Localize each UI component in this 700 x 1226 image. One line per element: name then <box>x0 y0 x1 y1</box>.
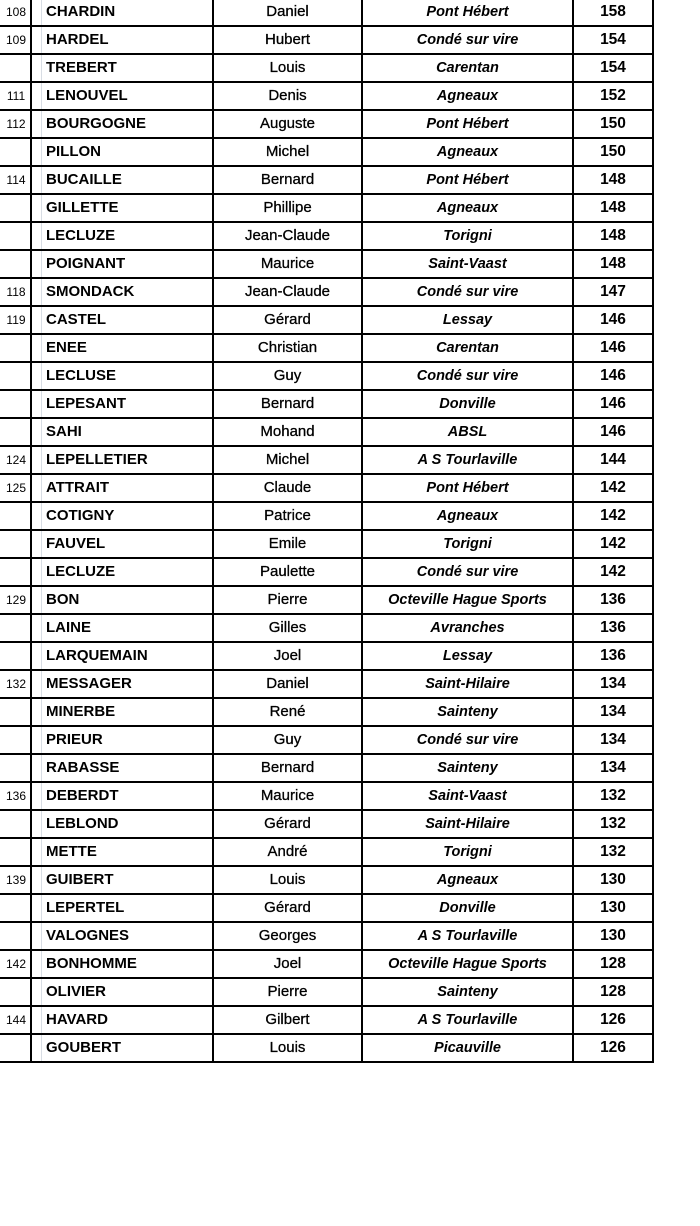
table-row <box>0 1006 653 1034</box>
first-name-cell: Emile <box>213 530 362 558</box>
last-name-cell: LEPELLETIER <box>31 446 213 474</box>
club-cell: Pont Hébert <box>362 0 573 26</box>
club-cell: Agneaux <box>362 138 573 166</box>
points-cell: 134 <box>573 698 653 726</box>
first-name-cell: Georges <box>213 922 362 950</box>
first-name-cell: Michel <box>213 446 362 474</box>
rank-cell: 112 <box>0 110 31 138</box>
rank-cell <box>0 138 31 166</box>
rank-cell: 109 <box>0 26 31 54</box>
club-cell: Torigni <box>362 530 573 558</box>
table-row <box>0 1034 653 1062</box>
club-cell: Torigni <box>362 838 573 866</box>
last-name-cell: VALOGNES <box>31 922 213 950</box>
table-row <box>0 82 653 110</box>
rank-cell <box>0 1034 31 1062</box>
table-row <box>0 978 653 1006</box>
rank-cell <box>0 978 31 1006</box>
first-name-cell: André <box>213 838 362 866</box>
rank-cell <box>0 726 31 754</box>
last-name-cell: LEPERTEL <box>31 894 213 922</box>
first-name-cell: Patrice <box>213 502 362 530</box>
first-name-cell: Louis <box>213 54 362 82</box>
first-name-cell: Phillipe <box>213 194 362 222</box>
last-name-cell: ATTRAIT <box>31 474 213 502</box>
table-row <box>0 670 653 698</box>
first-name-cell: Maurice <box>213 250 362 278</box>
table-row <box>0 894 653 922</box>
first-name-cell: Gérard <box>213 894 362 922</box>
last-name-cell: LENOUVEL <box>31 82 213 110</box>
club-cell: Agneaux <box>362 194 573 222</box>
table-row <box>0 950 653 978</box>
rank-cell: 129 <box>0 586 31 614</box>
last-name-cell: BONHOMME <box>31 950 213 978</box>
points-cell: 144 <box>573 446 653 474</box>
table-row <box>0 250 653 278</box>
first-name-cell: Auguste <box>213 110 362 138</box>
rank-cell <box>0 502 31 530</box>
first-name-cell: Claude <box>213 474 362 502</box>
first-name-cell: Guy <box>213 726 362 754</box>
last-name-cell: METTE <box>31 838 213 866</box>
table-row <box>0 166 653 194</box>
last-name-cell: HARDEL <box>31 26 213 54</box>
rank-cell: 136 <box>0 782 31 810</box>
points-cell: 148 <box>573 250 653 278</box>
rank-cell: 142 <box>0 950 31 978</box>
rank-cell <box>0 250 31 278</box>
rank-cell: 108 <box>0 0 31 26</box>
last-name-cell: GUIBERT <box>31 866 213 894</box>
rank-cell: 139 <box>0 866 31 894</box>
last-name-cell: RABASSE <box>31 754 213 782</box>
points-cell: 132 <box>573 838 653 866</box>
club-cell: Picauville <box>362 1034 573 1062</box>
points-cell: 128 <box>573 978 653 1006</box>
club-cell: Saint-Hilaire <box>362 670 573 698</box>
rank-cell: 144 <box>0 1006 31 1034</box>
rank-cell: 124 <box>0 446 31 474</box>
last-name-cell: BOURGOGNE <box>31 110 213 138</box>
last-name-cell: PILLON <box>31 138 213 166</box>
last-name-cell: GOUBERT <box>31 1034 213 1062</box>
points-cell: 136 <box>573 614 653 642</box>
club-cell: Condé sur vire <box>362 26 573 54</box>
last-name-cell: HAVARD <box>31 1006 213 1034</box>
club-cell: Donville <box>362 894 573 922</box>
club-cell: Lessay <box>362 306 573 334</box>
rank-cell <box>0 390 31 418</box>
first-name-cell: Mohand <box>213 418 362 446</box>
rank-cell: 119 <box>0 306 31 334</box>
club-cell: Sainteny <box>362 754 573 782</box>
table-row <box>0 866 653 894</box>
club-cell: Saint-Vaast <box>362 782 573 810</box>
club-cell: A S Tourlaville <box>362 922 573 950</box>
points-cell: 150 <box>573 138 653 166</box>
rank-cell <box>0 222 31 250</box>
club-cell: Pont Hébert <box>362 166 573 194</box>
points-cell: 134 <box>573 670 653 698</box>
last-name-cell: FAUVEL <box>31 530 213 558</box>
first-name-cell: Gilles <box>213 614 362 642</box>
last-name-cell: BUCAILLE <box>31 166 213 194</box>
first-name-cell: Denis <box>213 82 362 110</box>
table-row <box>0 110 653 138</box>
rank-cell: 118 <box>0 278 31 306</box>
first-name-cell: Gérard <box>213 810 362 838</box>
rank-cell <box>0 642 31 670</box>
club-cell: Condé sur vire <box>362 362 573 390</box>
points-cell: 146 <box>573 306 653 334</box>
club-cell: Agneaux <box>362 866 573 894</box>
rank-cell <box>0 894 31 922</box>
points-cell: 146 <box>573 418 653 446</box>
table-row <box>0 474 653 502</box>
points-cell: 150 <box>573 110 653 138</box>
first-name-cell: Pierre <box>213 978 362 1006</box>
first-name-cell: Gérard <box>213 306 362 334</box>
points-cell: 142 <box>573 474 653 502</box>
first-name-cell: Daniel <box>213 670 362 698</box>
table-row <box>0 642 653 670</box>
rank-cell <box>0 558 31 586</box>
first-name-cell: Pierre <box>213 586 362 614</box>
last-name-cell: DEBERDT <box>31 782 213 810</box>
first-name-cell: Jean-Claude <box>213 222 362 250</box>
table-row <box>0 698 653 726</box>
first-name-cell: Joel <box>213 950 362 978</box>
table-row <box>0 306 653 334</box>
last-name-cell: CHARDIN <box>31 0 213 26</box>
table-row <box>0 138 653 166</box>
points-cell: 148 <box>573 194 653 222</box>
table-row <box>0 502 653 530</box>
points-cell: 147 <box>573 278 653 306</box>
table-row <box>0 838 653 866</box>
club-cell: Sainteny <box>362 698 573 726</box>
table-row <box>0 754 653 782</box>
points-cell: 132 <box>573 782 653 810</box>
table-row <box>0 194 653 222</box>
points-cell: 146 <box>573 362 653 390</box>
club-cell: Octeville Hague Sports <box>362 950 573 978</box>
rank-cell: 132 <box>0 670 31 698</box>
points-cell: 146 <box>573 390 653 418</box>
points-cell: 154 <box>573 54 653 82</box>
points-cell: 132 <box>573 810 653 838</box>
last-name-cell: LECLUZE <box>31 222 213 250</box>
club-cell: Carentan <box>362 54 573 82</box>
last-name-cell: OLIVIER <box>31 978 213 1006</box>
rank-cell <box>0 54 31 82</box>
first-name-cell: Joel <box>213 642 362 670</box>
table-row <box>0 922 653 950</box>
points-cell: 134 <box>573 726 653 754</box>
club-cell: Saint-Hilaire <box>362 810 573 838</box>
first-name-cell: Jean-Claude <box>213 278 362 306</box>
club-cell: Octeville Hague Sports <box>362 586 573 614</box>
points-cell: 142 <box>573 502 653 530</box>
points-cell: 158 <box>573 0 653 26</box>
last-name-cell: LECLUZE <box>31 558 213 586</box>
first-name-cell: Maurice <box>213 782 362 810</box>
first-name-cell: Louis <box>213 866 362 894</box>
rank-cell <box>0 838 31 866</box>
table-row <box>0 586 653 614</box>
club-cell: A S Tourlaville <box>362 1006 573 1034</box>
club-cell: Donville <box>362 390 573 418</box>
points-cell: 154 <box>573 26 653 54</box>
first-name-cell: Hubert <box>213 26 362 54</box>
table-row <box>0 446 653 474</box>
last-name-cell: TREBERT <box>31 54 213 82</box>
club-cell: Pont Hébert <box>362 110 573 138</box>
club-cell: Avranches <box>362 614 573 642</box>
rank-cell <box>0 922 31 950</box>
points-cell: 146 <box>573 334 653 362</box>
rank-cell: 125 <box>0 474 31 502</box>
points-cell: 130 <box>573 922 653 950</box>
club-cell: Agneaux <box>362 82 573 110</box>
last-name-cell: COTIGNY <box>31 502 213 530</box>
points-cell: 130 <box>573 866 653 894</box>
club-cell: Condé sur vire <box>362 726 573 754</box>
last-name-cell: MINERBE <box>31 698 213 726</box>
rank-cell: 114 <box>0 166 31 194</box>
rank-cell <box>0 362 31 390</box>
last-name-cell: LEBLOND <box>31 810 213 838</box>
points-cell: 130 <box>573 894 653 922</box>
rank-cell <box>0 698 31 726</box>
points-cell: 136 <box>573 586 653 614</box>
points-cell: 142 <box>573 530 653 558</box>
table-row <box>0 0 653 26</box>
table-row <box>0 418 653 446</box>
last-name-cell: LECLUSE <box>31 362 213 390</box>
rank-cell <box>0 810 31 838</box>
points-cell: 126 <box>573 1034 653 1062</box>
table-row <box>0 390 653 418</box>
first-name-cell: Bernard <box>213 390 362 418</box>
rank-cell <box>0 614 31 642</box>
last-name-cell: MESSAGER <box>31 670 213 698</box>
rank-cell <box>0 754 31 782</box>
first-name-cell: Michel <box>213 138 362 166</box>
last-name-cell: LAINE <box>31 614 213 642</box>
club-cell: Sainteny <box>362 978 573 1006</box>
last-name-cell: SMONDACK <box>31 278 213 306</box>
last-name-cell: LARQUEMAIN <box>31 642 213 670</box>
rank-cell <box>0 334 31 362</box>
points-cell: 148 <box>573 166 653 194</box>
last-name-cell: BON <box>31 586 213 614</box>
rank-cell <box>0 418 31 446</box>
club-cell: ABSL <box>362 418 573 446</box>
table-row <box>0 782 653 810</box>
table-row <box>0 614 653 642</box>
table-row <box>0 26 653 54</box>
points-cell: 152 <box>573 82 653 110</box>
first-name-cell: Daniel <box>213 0 362 26</box>
club-cell: Condé sur vire <box>362 278 573 306</box>
points-cell: 128 <box>573 950 653 978</box>
first-name-cell: René <box>213 698 362 726</box>
club-cell: Lessay <box>362 642 573 670</box>
club-cell: Saint-Vaast <box>362 250 573 278</box>
table-row <box>0 278 653 306</box>
first-name-cell: Bernard <box>213 754 362 782</box>
table-row <box>0 334 653 362</box>
rank-cell <box>0 530 31 558</box>
last-name-cell: PRIEUR <box>31 726 213 754</box>
club-cell: Agneaux <box>362 502 573 530</box>
points-cell: 142 <box>573 558 653 586</box>
first-name-cell: Paulette <box>213 558 362 586</box>
points-cell: 136 <box>573 642 653 670</box>
points-cell: 126 <box>573 1006 653 1034</box>
table-row <box>0 558 653 586</box>
rank-cell <box>0 194 31 222</box>
last-name-cell: CASTEL <box>31 306 213 334</box>
last-name-cell: POIGNANT <box>31 250 213 278</box>
last-name-cell: GILLETTE <box>31 194 213 222</box>
last-name-cell: ENEE <box>31 334 213 362</box>
table-row <box>0 54 653 82</box>
club-cell: A S Tourlaville <box>362 446 573 474</box>
table-row <box>0 726 653 754</box>
club-cell: Pont Hébert <box>362 474 573 502</box>
points-cell: 134 <box>573 754 653 782</box>
first-name-cell: Guy <box>213 362 362 390</box>
club-cell: Condé sur vire <box>362 558 573 586</box>
table-row <box>0 222 653 250</box>
table-row <box>0 530 653 558</box>
table-row <box>0 810 653 838</box>
points-cell: 148 <box>573 222 653 250</box>
club-cell: Torigni <box>362 222 573 250</box>
last-name-cell: SAHI <box>31 418 213 446</box>
table-row <box>0 362 653 390</box>
last-name-cell: LEPESANT <box>31 390 213 418</box>
rank-cell: 111 <box>0 82 31 110</box>
first-name-cell: Christian <box>213 334 362 362</box>
club-cell: Carentan <box>362 334 573 362</box>
first-name-cell: Louis <box>213 1034 362 1062</box>
first-name-cell: Gilbert <box>213 1006 362 1034</box>
first-name-cell: Bernard <box>213 166 362 194</box>
